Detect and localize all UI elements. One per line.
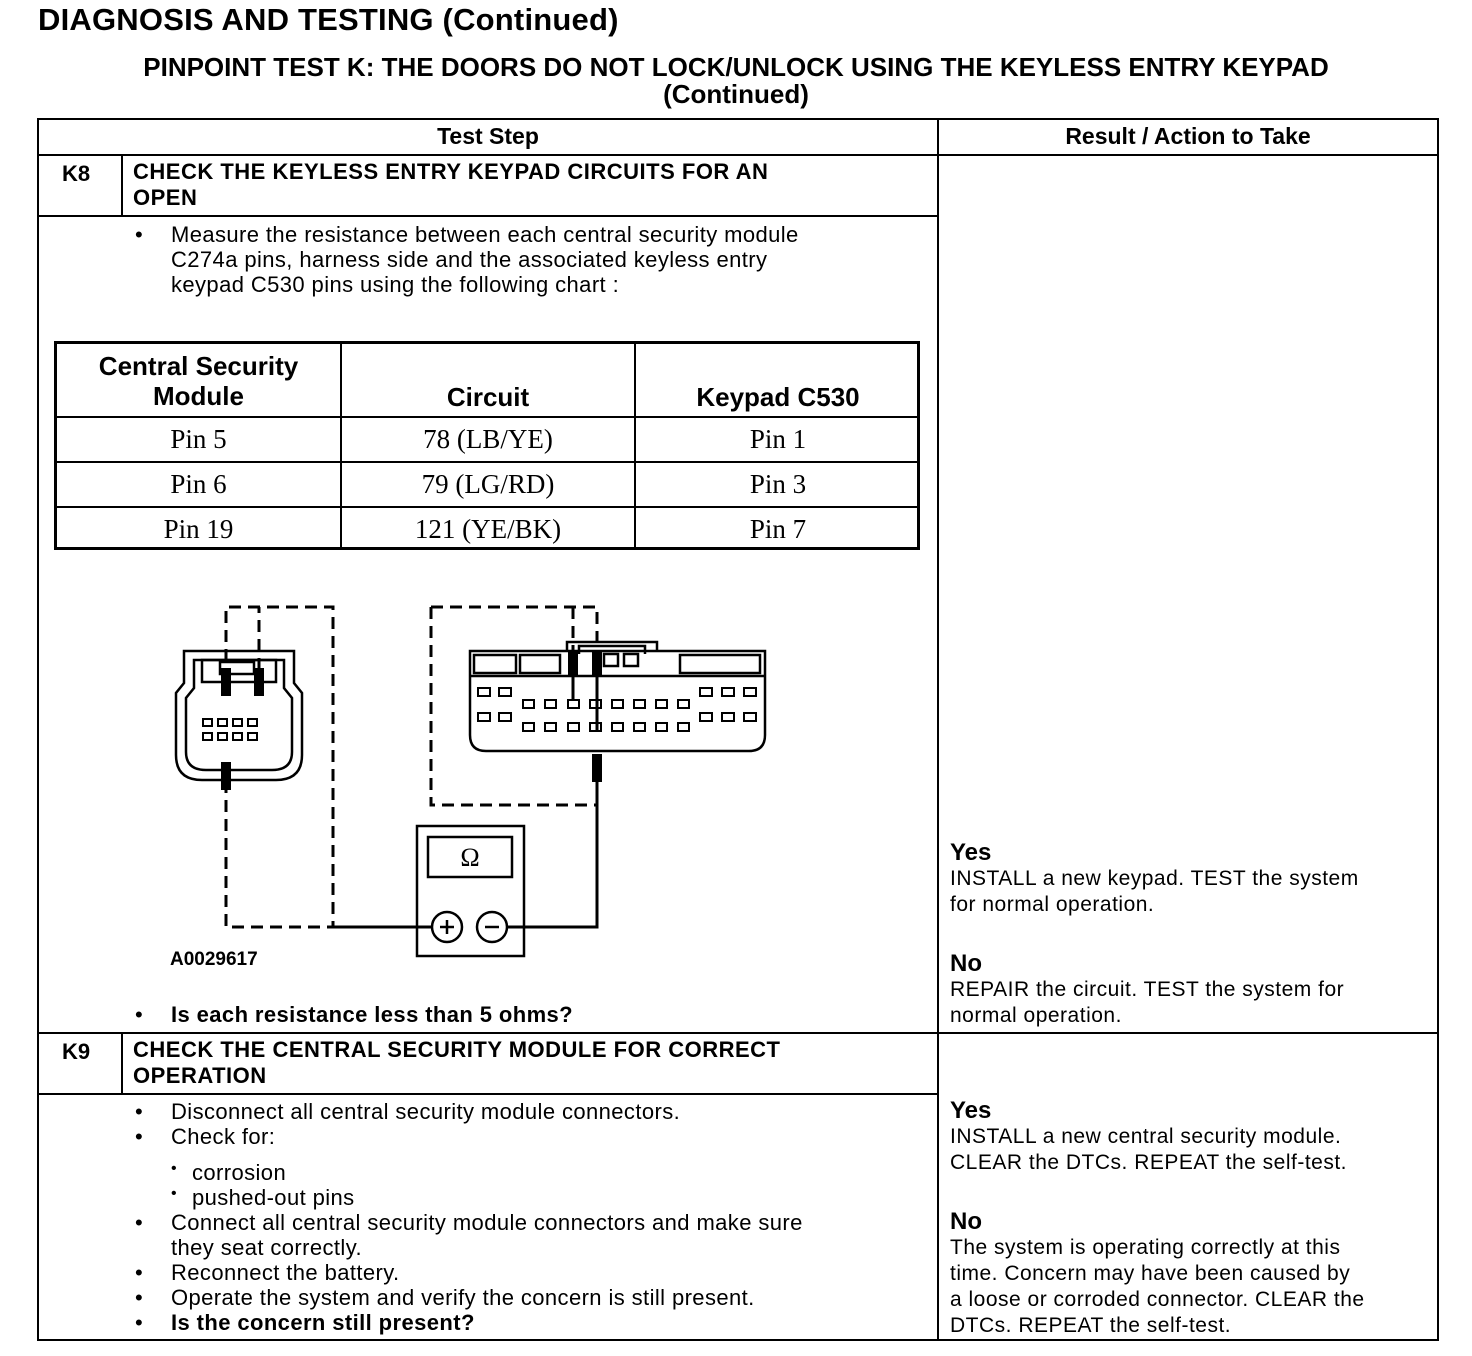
pin-chart-table — [54, 341, 920, 550]
k8-yes-line2: for normal operation. — [950, 893, 1155, 916]
k9-no-line4: DTCs. REPEAT the self-test. — [950, 1314, 1232, 1337]
table-left-border — [37, 118, 39, 1341]
sub-bullet-icon: • — [171, 1160, 177, 1177]
k9-step-number: K9 — [62, 1039, 91, 1064]
k9-step-title — [133, 1037, 780, 1089]
keypad-harness-dashed-lines — [226, 607, 333, 927]
bullet-icon: • — [135, 1260, 143, 1285]
header-test-step: Test Step — [437, 123, 539, 149]
keypad-connector-c530 — [176, 651, 302, 780]
chart-header-module-line1: Central Security — [98, 351, 299, 381]
k8-title-line2: OPEN — [133, 185, 198, 210]
module-connector-c274a — [470, 642, 765, 751]
pinpoint-title-line2: (Continued) — [663, 79, 809, 109]
k8-step-title — [133, 159, 768, 211]
k9-check-pushed-out-pins: pushed-out pins — [192, 1185, 355, 1210]
chart-cell-module: Pin 6 — [170, 469, 227, 499]
k9-step-3-line1: Connect all central security module connectors and make sure — [171, 1210, 803, 1235]
bullet-icon: • — [135, 1099, 143, 1124]
k8-instruction-line2: C274a pins, harness side and the associated keyless entry — [171, 247, 768, 272]
meter-omega-symbol: Ω — [460, 843, 480, 872]
chart-cell-circuit: 78 (LB/YE) — [423, 424, 553, 454]
k8-no-line2: normal operation. — [950, 1004, 1122, 1027]
bullet-icon: • — [135, 1310, 143, 1335]
chart-cell-circuit: 79 (LG/RD) — [421, 469, 555, 499]
k9-step-3-line2: they seat correctly. — [171, 1235, 362, 1260]
k9-check-corrosion: corrosion — [192, 1160, 287, 1185]
k9-no-line3: a loose or corroded connector. CLEAR the — [950, 1288, 1365, 1311]
k8-yes-action — [950, 866, 1359, 918]
k9-title-line1: CHECK THE CENTRAL SECURITY MODULE FOR CORRECT — [133, 1037, 781, 1062]
module-harness-dashed-lines — [431, 607, 597, 805]
k8-k9-divider — [37, 1032, 1439, 1034]
k9-title-divider — [37, 1093, 939, 1095]
header-row-divider — [37, 154, 1439, 156]
table-right-border — [1437, 118, 1439, 1341]
chart-cell-circuit: 121 (YE/BK) — [414, 513, 562, 544]
document-title: DIAGNOSIS AND TESTING (Continued) — [38, 2, 619, 37]
wiring-diagram — [150, 595, 790, 965]
k8-no-action — [950, 977, 1344, 1029]
k8-yes-label: Yes — [950, 839, 992, 866]
k9-no-action — [950, 1235, 1365, 1339]
k8-instruction-line3: keypad C530 pins using the following chart : — [171, 272, 620, 297]
chart-cell-keypad: Pin 7 — [749, 513, 807, 544]
bullet-icon: • — [135, 222, 143, 247]
bullet-icon: • — [135, 1002, 143, 1027]
k9-no-line1: The system is operating correctly at this — [950, 1236, 1341, 1259]
chart-cell-module: Pin 5 — [170, 424, 227, 454]
k8-title-line1: CHECK THE KEYLESS ENTRY KEYPAD CIRCUITS FOR AN — [133, 159, 769, 184]
table-column-divider — [937, 118, 939, 1341]
k8-yes-line1: INSTALL a new keypad. TEST the system — [950, 867, 1359, 890]
k9-yes-line1: INSTALL a new central security module. — [950, 1125, 1342, 1148]
k8-instruction — [171, 222, 799, 297]
chart-header-circuit: Circuit — [446, 382, 530, 412]
meter-test-leads — [333, 654, 597, 927]
k8-number-divider — [121, 154, 123, 216]
pinpoint-test-title — [0, 54, 1472, 108]
chart-cell-keypad: Pin 3 — [749, 469, 807, 499]
k9-no-label: No — [950, 1208, 982, 1235]
chart-header-keypad: Keypad C530 — [696, 382, 860, 412]
k9-step-4: Reconnect the battery. — [171, 1260, 400, 1285]
bullet-icon: • — [135, 1285, 143, 1310]
table-top-border — [37, 118, 1439, 120]
table-bottom-border — [37, 1339, 1439, 1341]
chart-header-module — [57, 346, 340, 416]
k8-question: Is each resistance less than 5 ohms? — [171, 1002, 574, 1027]
k9-step-1: Disconnect all central security module connectors. — [171, 1099, 681, 1124]
k8-no-label: No — [950, 950, 982, 977]
k9-step-2: Check for: — [171, 1124, 276, 1149]
figure-id-label: A0029617 — [170, 949, 258, 970]
k8-instruction-line1: Measure the resistance between each central security module — [171, 222, 799, 247]
bullet-icon: • — [135, 1210, 143, 1235]
pinpoint-title-line1: PINPOINT TEST K: THE DOORS DO NOT LOCK/UNLOCK USING THE KEYLESS ENTRY KEYPAD — [143, 52, 1329, 82]
chart-cell-keypad: Pin 1 — [749, 424, 807, 454]
sub-bullet-icon: • — [171, 1185, 177, 1202]
k9-yes-line2: CLEAR the DTCs. REPEAT the self-test. — [950, 1151, 1348, 1174]
chart-cell-module: Pin 19 — [163, 513, 234, 544]
k9-step-5: Operate the system and verify the concern is still present. — [171, 1285, 755, 1310]
k9-title-line2: OPERATION — [133, 1063, 267, 1088]
header-result-action: Result / Action to Take — [1065, 123, 1311, 149]
k9-yes-action — [950, 1124, 1347, 1176]
k9-question: Is the concern still present? — [171, 1310, 475, 1335]
k8-step-number: K8 — [62, 161, 91, 186]
k9-step-3 — [171, 1210, 803, 1260]
k8-title-divider — [37, 215, 939, 217]
chart-header-module-line2: Module — [153, 381, 244, 411]
k9-no-line2: time. Concern may have been caused by — [950, 1262, 1351, 1285]
k8-no-line1: REPAIR the circuit. TEST the system for — [950, 978, 1345, 1001]
k9-number-divider — [121, 1032, 123, 1094]
k9-yes-label: Yes — [950, 1097, 992, 1124]
bullet-icon: • — [135, 1124, 143, 1149]
